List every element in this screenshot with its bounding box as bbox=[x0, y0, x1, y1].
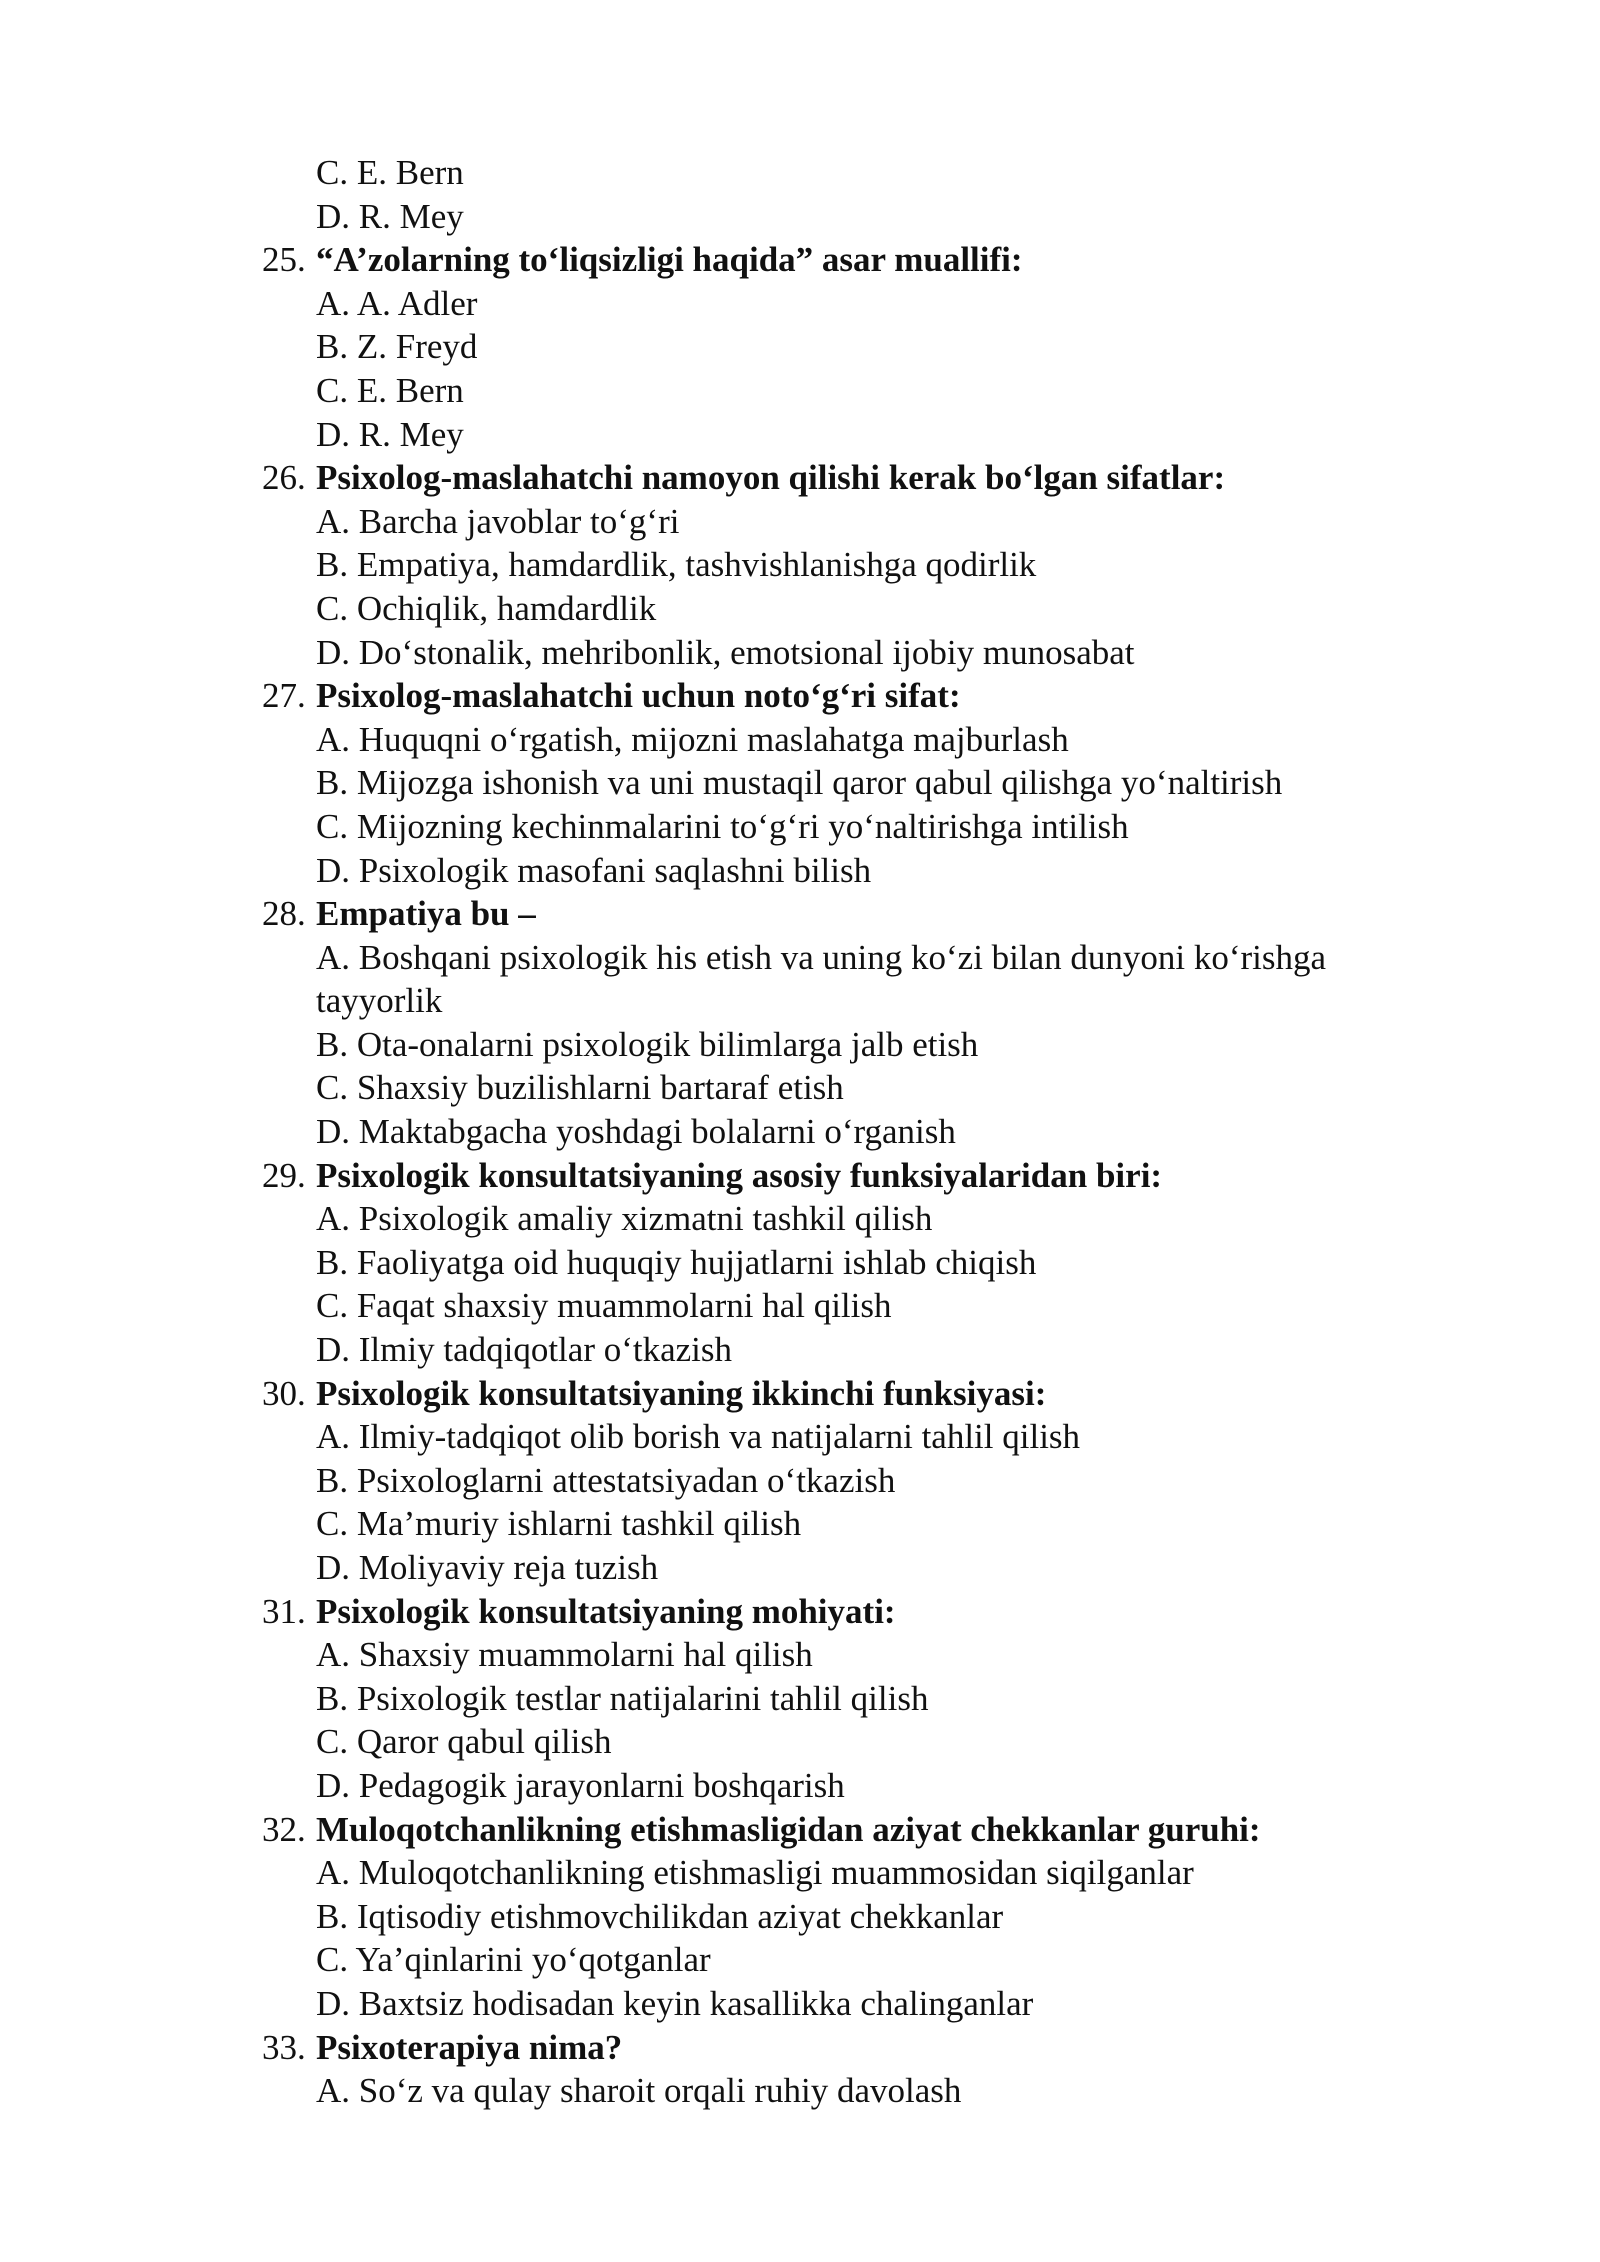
answer-option: C. Mijozning kechinmalarini to‘g‘ri yo‘naltirishga intilish bbox=[316, 806, 1129, 846]
answer-option: B. Empatiya, hamdardlik, tashvishlanishga qodirlik bbox=[316, 545, 1037, 585]
answer-option: B. Ota-onalarni psixologik bilimlarga jalb etish bbox=[316, 1024, 979, 1064]
answer-option: C. Shaxsiy buzilishlarni bartaraf etish bbox=[316, 1068, 844, 1108]
question-heading bbox=[262, 674, 1422, 718]
question-text: “A’zolarning to‘liqsizligi haqida” asar muallifi: bbox=[316, 240, 1023, 280]
answer-option: D. Psixologik masofani saqlashni bilish bbox=[316, 850, 872, 890]
answer-option: A. Ilmiy-tadqiqot olib borish va natijalarni tahlil qilish bbox=[316, 1417, 1081, 1457]
answer-option: C. Ochiqlik, hamdardlik bbox=[316, 588, 657, 628]
answer-option: A. Huquqni o‘rgatish, mijozni maslahatga majburlash bbox=[316, 719, 1069, 759]
answer-option: A. Muloqotchanlikning etishmasligi muammosidan siqilganlar bbox=[316, 1853, 1194, 1893]
answer-option: B. Psixologlarni attestatsiyadan o‘tkazish bbox=[316, 1460, 896, 1500]
answer-option: D. R. Mey bbox=[316, 196, 464, 236]
question-number: 31. bbox=[262, 1591, 306, 1631]
question-heading bbox=[262, 238, 1422, 282]
answer-option: A. Barcha javoblar to‘g‘ri bbox=[316, 501, 680, 541]
answer-option: B. Mijozga ishonish va uni mustaqil qaror qabul qilishga yo‘naltirish bbox=[316, 763, 1283, 803]
question-text: Psixologik konsultatsiyaning mohiyati: bbox=[316, 1591, 896, 1631]
question-list bbox=[262, 151, 1422, 2113]
answer-option: A. A. Adler bbox=[316, 283, 478, 323]
answer-option: D. Moliyaviy reja tuzish bbox=[316, 1548, 659, 1587]
answer-option: D. Do‘stonalik, mehribonlik, emotsional ijobiy munosabat bbox=[316, 632, 1135, 672]
question-text: Psixologik konsultatsiyaning asosiy funksiyalaridan biri: bbox=[316, 1155, 1163, 1195]
answer-option: C. Ma’muriy ishlarni tashkil qilish bbox=[316, 1504, 802, 1544]
question-number: 29. bbox=[262, 1155, 306, 1195]
question-heading bbox=[262, 892, 1422, 936]
answer-option: A. Shaxsiy muammolarni hal qilish bbox=[316, 1635, 813, 1675]
question-number: 30. bbox=[262, 1373, 306, 1413]
answer-option: B. Faoliyatga oid huquqiy hujjatlarni ishlab chiqish bbox=[316, 1242, 1037, 1282]
question-heading bbox=[262, 1372, 1422, 1416]
question-number: 33. bbox=[262, 2027, 306, 2067]
answer-option: C. E. Bern bbox=[316, 370, 464, 410]
question-number: 26. bbox=[262, 458, 306, 498]
answer-option: D. Pedagogik jarayonlarni boshqarish bbox=[316, 1765, 845, 1805]
answer-option: A. Psixologik amaliy xizmatni tashkil qilish bbox=[316, 1199, 933, 1239]
question-text: Psixolog-maslahatchi namoyon qilishi kerak bo‘lgan sifatlar: bbox=[316, 458, 1226, 498]
question-text: Psixologik konsultatsiyaning ikkinchi funksiyasi: bbox=[316, 1373, 1047, 1413]
question-heading bbox=[262, 1808, 1422, 1852]
answer-option: C. Faqat shaxsiy muammolarni hal qilish bbox=[316, 1286, 892, 1326]
answer-option: A. Boshqani psixologik his etish va uning ko‘zi bilan dunyoni ko‘rishga tayyorlik bbox=[316, 937, 1327, 1021]
question-number: 32. bbox=[262, 1809, 306, 1849]
answer-option: C. E. Bern bbox=[316, 153, 464, 192]
answer-option: B. Psixologik testlar natijalarini tahlil qilish bbox=[316, 1678, 929, 1718]
question-text: Psixolog-maslahatchi uchun noto‘g‘ri sifat: bbox=[316, 676, 961, 716]
question-heading bbox=[262, 456, 1422, 500]
question-number: 27. bbox=[262, 676, 306, 716]
answer-option: D. R. Mey bbox=[316, 414, 464, 454]
answer-option: C. Ya’qinlarini yo‘qotganlar bbox=[316, 1940, 711, 1980]
answer-option: B. Z. Freyd bbox=[316, 327, 478, 367]
question-heading bbox=[262, 2026, 1422, 2070]
answer-option: A. So‘z va qulay sharoit orqali ruhiy davolash bbox=[316, 2071, 962, 2111]
answer-option: D. Ilmiy tadqiqotlar o‘tkazish bbox=[316, 1330, 733, 1370]
question-heading bbox=[262, 1590, 1422, 1634]
question-text: Empatiya bu – bbox=[316, 894, 536, 934]
question-text: Psixoterapiya nima? bbox=[316, 2027, 623, 2067]
answer-option: D. Baxtsiz hodisadan keyin kasallikka chalinganlar bbox=[316, 1983, 1034, 2023]
question-text: Muloqotchanlikning etishmasligidan aziyat chekkanlar guruhi: bbox=[316, 1809, 1261, 1849]
answer-option: B. Iqtisodiy etishmovchilikdan aziyat chekkanlar bbox=[316, 1896, 1004, 1936]
question-number: 28. bbox=[262, 894, 306, 934]
question-heading bbox=[262, 1154, 1422, 1198]
answer-option: C. Qaror qabul qilish bbox=[316, 1722, 612, 1762]
answer-option: D. Maktabgacha yoshdagi bolalarni o‘rganish bbox=[316, 1112, 956, 1152]
question-number: 25. bbox=[262, 240, 306, 280]
